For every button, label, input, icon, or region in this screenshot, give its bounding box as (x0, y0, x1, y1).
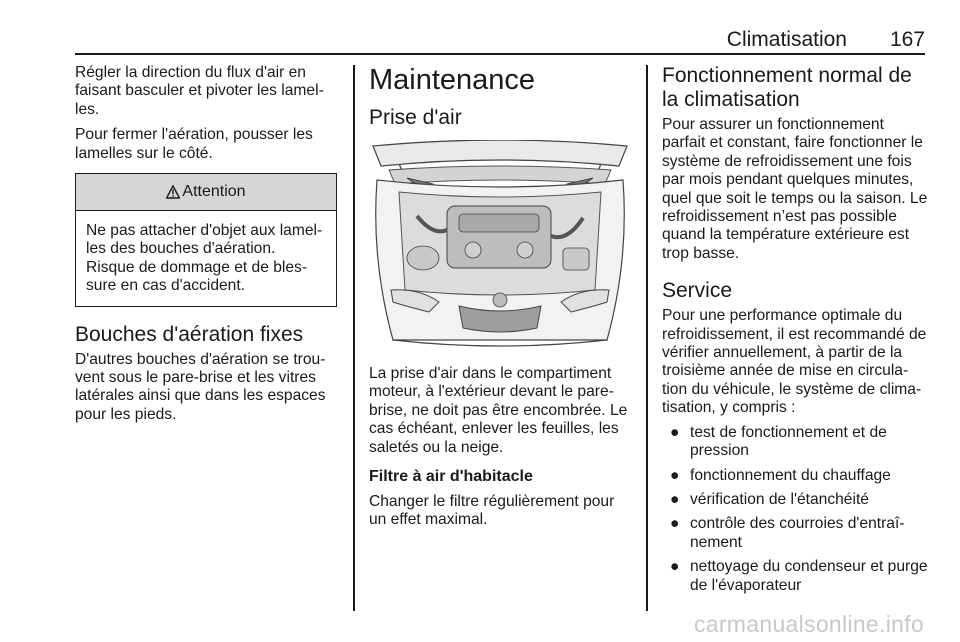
warning-text-1: Ne pas attacher d'objet aux lamelles des bouches d'aération. (86, 222, 323, 258)
normal-operation-heading: Fonctionnement normal de la climatisation (662, 64, 912, 111)
warning-body (76, 211, 336, 306)
maintenance-heading: Maintenance (369, 64, 536, 96)
page-number: 167 (889, 28, 925, 51)
warning-title: Attention (182, 183, 246, 201)
list-item: ● fonctionnement du chauffage (670, 466, 891, 484)
column-divider-1 (353, 65, 355, 611)
list-item: ● test de fonctionnement et de pression (670, 423, 887, 460)
list-item: ● nettoyage du condenseur et purge de l'évaporateur (670, 558, 928, 594)
list-item: ● vérification de l'étanchéité (670, 490, 869, 508)
warning-text-2: Risque de dommage et de blessure en cas d'accident. (86, 258, 308, 295)
section-title: Climatisation (726, 28, 847, 51)
bullet-icon: ● (670, 423, 680, 441)
warning-box (75, 173, 337, 307)
air-intake-text: La prise d'air dans le compartiment moteur, à l'extérieur devant le pare-brise, ne doit pas être encombrée. Le cas échéant, enlever les feuilles, les saletés ou la neige. (369, 365, 628, 456)
air-direction-text: Régler la direction du flux d'air en faisant basculer et pivoter les lamelles. (75, 64, 324, 118)
column-divider-2 (646, 65, 648, 611)
bullet-icon: ● (670, 466, 680, 484)
bullet-icon: ● (670, 490, 680, 508)
cabin-filter-text: Changer le filtre régulièrement pour un effet maximal. (369, 493, 615, 529)
engine-compartment-illustration (369, 140, 631, 350)
bullet-icon: ● (670, 515, 680, 533)
air-intake-heading: Prise d'air (369, 106, 462, 129)
warning-triangle-icon (166, 185, 180, 199)
service-checklist (662, 424, 928, 595)
column-right (662, 64, 928, 601)
service-text: Pour une performance optimale du refroidissement, il est recommandé de vérifier annuellement, à partir de la troisième année de mise en circulation du véhicule, le système de climatisation, y compris : (662, 307, 927, 417)
normal-operation-text: Pour assurer un fonctionnement parfait et constant, faire fonctionner le système de refroidissement une fois par mois pendant quelques minutes, quel que soit le temps ou la saison. Le refroidissement n’est pas possible quand la température extérieure est trop basse. (662, 116, 928, 262)
cabin-filter-heading: Filtre à air d'habitacle (369, 468, 533, 486)
close-vent-text: Pour fermer l'aération, pousser les lamelles sur le côté. (75, 126, 313, 162)
service-heading: Service (662, 279, 733, 303)
column-middle (369, 64, 633, 530)
bullet-icon: ● (670, 558, 680, 576)
page-header (75, 24, 925, 51)
warning-header (76, 174, 336, 211)
fixed-vents-heading: Bouches d'aération fixes (75, 322, 304, 346)
column-left (75, 64, 337, 424)
fixed-vents-text: D'autres bouches d'aération se trouvent sous le pare-brise et les vitres latérales ainsi que dans les espaces pour les pieds. (75, 350, 326, 423)
watermark: carmanualsonline.info (693, 611, 924, 637)
header-rule (75, 53, 925, 55)
list-item: ● contrôle des courroies d'entraînement (670, 515, 905, 551)
